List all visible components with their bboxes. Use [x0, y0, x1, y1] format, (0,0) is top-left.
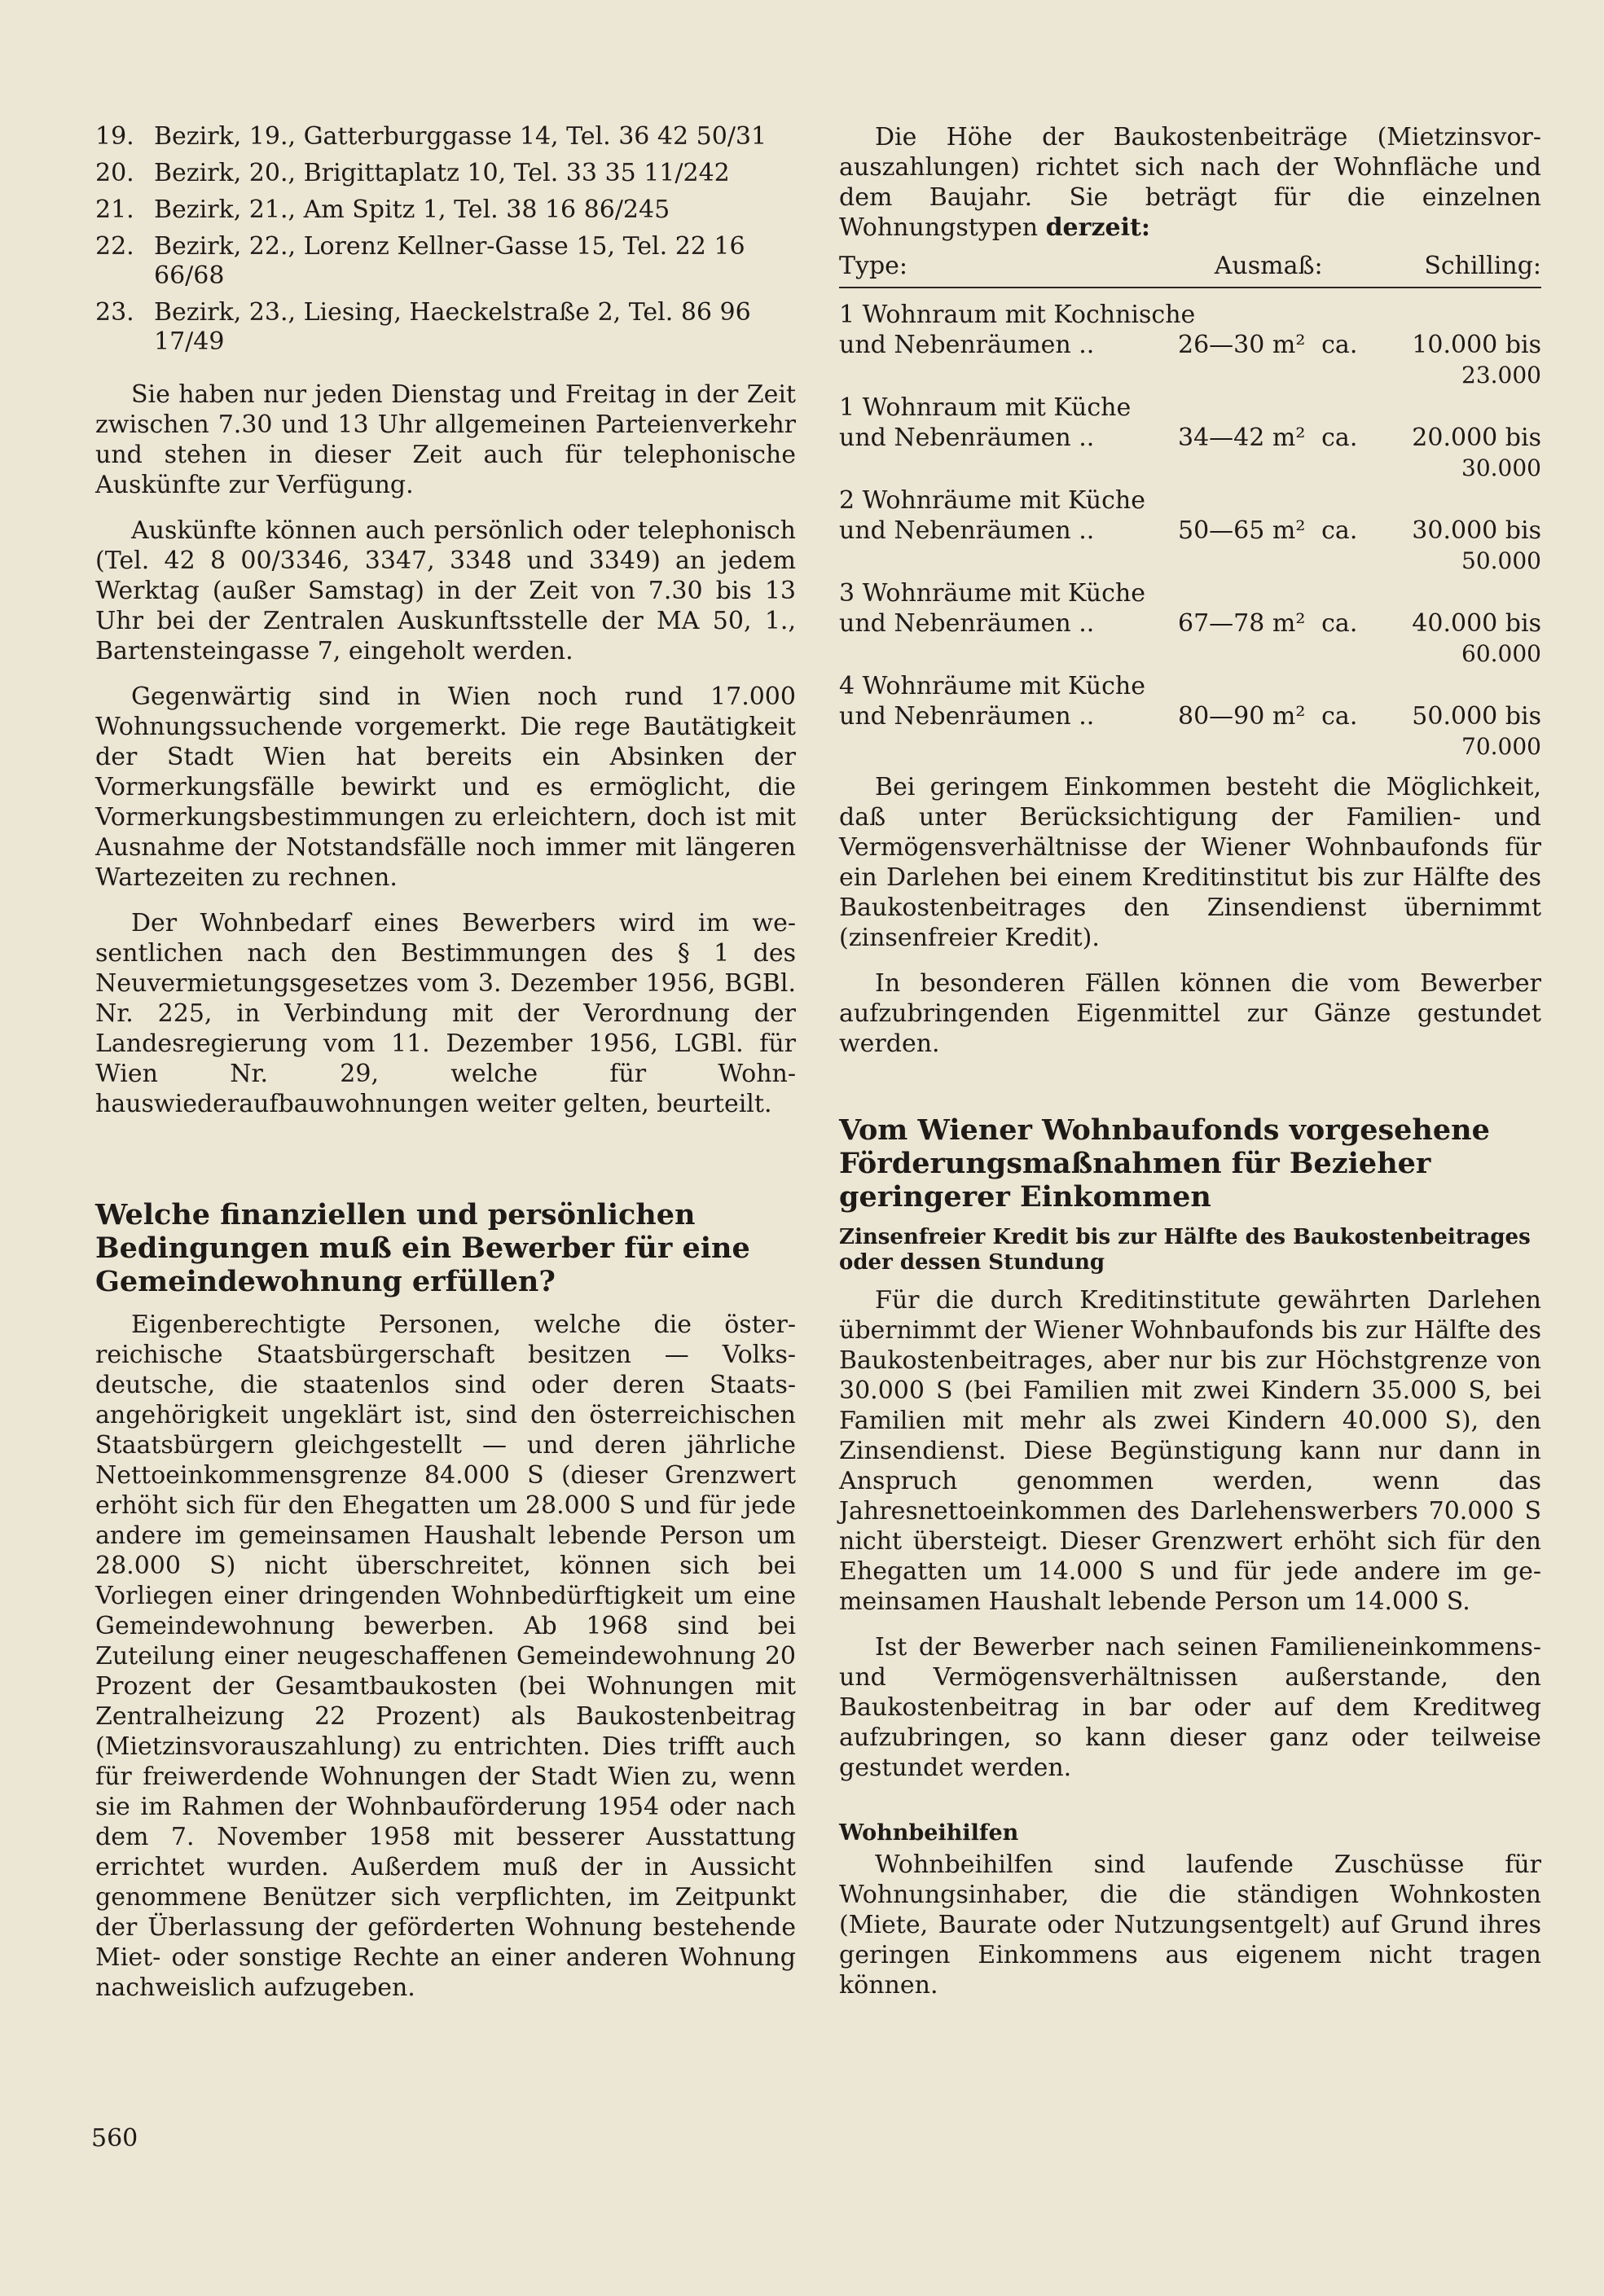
housing-need-paragraph: Der Wohnbedarf eines Bewerbers wird im wesentlichen nach den Bestimmungen des § 1 des Neuvermietungsgesetzes vom 3. Dezember 1956, BGBl. Nr. 225, in Verbindung mit der Verordnung der Landesregierung vom 11. Dezember 1956, LGBl. für Wien Nr. 29, welche für Wohnhauswiederaufbauwohnungen weiter gelten, beurteilt.: [95, 909, 796, 1118]
row-ca: ca.: [1321, 331, 1358, 359]
row-price-to: 60.000: [1461, 640, 1541, 667]
table-row: [839, 453, 1541, 484]
district-office-item: [95, 159, 796, 188]
table-row: [839, 484, 1541, 516]
item-number: 21.: [95, 195, 134, 224]
section-heading: Welche finanziellen und persönlichen Bedingungen muß ein Bewerber für eine Gemeindewohnung erfüllen?: [95, 1198, 750, 1298]
item-text: Bezirk, 22., Lorenz Kellner-Gasse 15, Tel. 22 16 66/68: [154, 232, 745, 290]
row-price-from: 40.000 bis: [1412, 609, 1541, 638]
table-row: [839, 330, 1541, 360]
item-number: 20.: [95, 159, 134, 187]
district-office-item: [95, 232, 796, 291]
row-label: 2 Wohnräume mit Küche: [839, 486, 1145, 515]
column-header-price: Schilling:: [1364, 251, 1541, 288]
row-size: 50—65 m²: [1178, 516, 1306, 545]
table-row: [839, 391, 1541, 423]
row-label-cont: und Nebenräumen ..: [839, 516, 1095, 545]
row-price-to: 50.000: [1461, 547, 1541, 574]
conditions-paragraph: Eigenberechtigte Personen, welche die österreichische Staatsbürgerschaft besitzen — Volksdeutsche, die staatenlos sind oder deren Staatsangehörigkeit ungeklärt ist, sind den österreichischen Staatsbürgern gleichgestellt — und deren jährliche Nettoeinkommensgrenze 84.000 S (dieser Grenzwert erhöht sich für den Ehegatten um 28.000 S und für jede andere im gemeinsamen Haushalt lebende Person um 28.000 S) nicht überschreitet, können sich bei Vorliegen einer dringenden Wohnbedürftigkeit um eine Gemeindewohnung bewerben. Ab 1968 sind bei Zuteilung einer neugeschaffenen Gemeindewohnung 20 Prozent der Gesamtbaukosten (bei Wohnungen mit Zentralheizung 22 Prozent) als Baukostenbeitrag (Mietzinsvorauszahlung) zu entrichten. Dies trifft auch für freiwerdende Wohnungen der Stadt Wien zu, wenn sie im Rahmen der Wohnbauförderung 1954 oder nach dem 7. November 1958 mit besserer Ausstattung errichtet wurden. Außerdem muß der in Aussicht genommene Benützer sich verpflichten, im Zeitpunkt der Überlassung der geförderten Wohnung bestehende Miet- oder sonstige Rechte an einer anderen Wohnung nachweislich aufzugeben.: [95, 1310, 796, 2002]
cost-table: [839, 251, 1541, 762]
item-text: Bezirk, 20., Brigittaplatz 10, Tel. 33 35 11/242: [154, 159, 730, 187]
item-number: 22.: [95, 232, 134, 261]
row-price-to: 70.000: [1461, 733, 1541, 760]
column-header-size: Ausmaß:: [1173, 251, 1364, 288]
row-label-cont: und Nebenräumen ..: [839, 702, 1095, 731]
row-label: 4 Wohnräume mit Küche: [839, 672, 1145, 700]
office-hours-paragraph: Sie haben nur jeden Dienstag und Freitag in der Zeit zwischen 7.30 und 13 Uhr allgemeinen Parteienverkehr und stehen in dieser Zeit auch für telephonische Auskünfte zur Verfügung.: [95, 380, 796, 499]
left-column: [95, 122, 796, 2018]
right-column: [839, 122, 1541, 2016]
row-price-to: 23.000: [1461, 362, 1541, 389]
district-office-item: [95, 122, 796, 151]
row-size: 67—78 m²: [1178, 609, 1306, 638]
special-cases-paragraph: In besonderen Fällen können die vom Bewerber aufzubringenden Eigenmittel zur Gänze gestundet werden.: [839, 969, 1541, 1058]
column-header-type: Type:: [839, 251, 1173, 288]
deferral-paragraph: Ist der Bewerber nach seinen Familieneinkommens- und Vermögensverhältnissen außerstande, den Baukostenbeitrag in bar oder auf dem Kreditweg aufzubringen, so kann dieser ganz oder teilweise gestundet werden.: [839, 1633, 1541, 1782]
information-paragraph: Auskünfte können auch persönlich oder telephonisch (Tel. 42 8 00/3346, 3347, 3348 und 3349) an jedem Werktag (außer Samstag) in der Zeit von 7.30 bis 13 Uhr bei der Zentralen Auskunftsstelle der MA 50, 1., Bartensteingasse 7, eingeholt werden.: [95, 516, 796, 665]
cost-intro-paragraph: [839, 122, 1541, 243]
page-number: 560: [91, 2124, 138, 2153]
row-label-cont: und Nebenräumen ..: [839, 331, 1095, 359]
waiting-list-paragraph: Gegenwärtig sind in Wien noch rund 17.000 Wohnungssuchende vorgemerkt. Die rege Bautätigkeit der Stadt Wien hat bereits ein Absinken der Vormerkungsfälle bewirkt und es ermöglicht, die Vormerkungsbestimmungen zu erleichtern, doch ist mit Ausnahme der Notstandsfälle noch immer mit längeren Wartezeiten zu rechnen.: [95, 683, 796, 892]
section-heading: Vom Wiener Wohnbaufonds vorgesehene Förderungsmaßnahmen für Bezieher geringerer Einkommen: [839, 1113, 1490, 1214]
row-price-from: 30.000 bis: [1412, 516, 1541, 545]
table-row: [839, 731, 1541, 762]
row-label-cont: und Nebenräumen ..: [839, 424, 1095, 452]
row-size: 26—30 m²: [1178, 331, 1306, 359]
table-row: [839, 423, 1541, 453]
district-office-item: [95, 298, 796, 357]
row-ca: ca.: [1321, 702, 1358, 731]
row-price-to: 30.000: [1461, 454, 1541, 481]
intro-bold: derzeit:: [1045, 213, 1150, 242]
item-text: Bezirk, 21., Am Spitz 1, Tel. 38 16 86/245: [154, 195, 670, 224]
district-office-list: [95, 122, 796, 357]
row-label: 1 Wohnraum mit Kochnische: [839, 301, 1196, 329]
row-ca: ca.: [1321, 424, 1358, 452]
row-ca: ca.: [1321, 516, 1358, 545]
row-size: 34—42 m²: [1178, 424, 1306, 452]
table-row: [839, 577, 1541, 608]
subsection-heading: Zinsenfreier Kredit bis zur Hälfte des Baukostenbeitrages oder dessen Stundung: [839, 1225, 1531, 1275]
item-text: Bezirk, 23., Liesing, Haeckelstraße 2, Tel. 86 96 17/49: [154, 298, 751, 356]
table-row: [839, 546, 1541, 577]
row-price-from: 20.000 bis: [1412, 424, 1541, 452]
row-label-cont: und Nebenräumen ..: [839, 609, 1095, 638]
subsection-heading: Wohnbeihilfen: [839, 1820, 1019, 1846]
table-row: [839, 516, 1541, 546]
row-label: 3 Wohnräume mit Küche: [839, 579, 1145, 608]
low-income-paragraph: Bei geringem Einkommen besteht die Möglichkeit, daß unter Berücksichtigung der Familien- und Vermögensverhältnisse der Wiener Wohnbaufonds für ein Darlehen bei einem Kreditinstitut bis zur Hälfte des Baukostenbeitrages den Zinsendienst übernimmt (zinsenfreier Kredit).: [839, 773, 1541, 952]
table-row: [839, 639, 1541, 669]
district-office-item: [95, 195, 796, 225]
row-label: 1 Wohnraum mit Küche: [839, 393, 1132, 422]
table-row: [839, 701, 1541, 731]
row-size: 80—90 m²: [1178, 702, 1306, 731]
interest-free-credit-paragraph: Für die durch Kreditinstitute gewährten Darlehen übernimmt der Wiener Wohnbaufonds bis zur Hälfte des Baukostenbeitrages, aber nur bis zur Höchstgrenze von 30.000 S (bei Familien mit zwei Kindern 35.000 S, bei Familien mit mehr als zwei Kindern 40.000 S), den Zinsendienst. Diese Begünstigung kann nur dann in Anspruch genommen werden, wenn das Jahresnettoeinkommen des Darlehenswerbers 70.000 S nicht übersteigt. Dieser Grenzwert erhöht sich für den Ehegatten um 14.000 S und für jede andere im gemeinsamen Haushalt lebende Person um 14.000 S.: [839, 1286, 1541, 1616]
row-price-from: 50.000 bis: [1412, 702, 1541, 731]
table-row: [839, 360, 1541, 391]
item-number: 23.: [95, 298, 134, 327]
row-price-from: 10.000 bis: [1412, 331, 1541, 359]
table-row: [839, 669, 1541, 701]
table-row: [839, 608, 1541, 639]
intro-text: Die Höhe der Baukostenbeiträge (Mietzinsvorauszahlungen) richtet sich nach der Wohnfläche und dem Baujahr. Sie beträgt für die einzelnen Wohnungstypen: [839, 123, 1541, 242]
row-ca: ca.: [1321, 609, 1358, 638]
housing-allowance-paragraph: Wohnbeihilfen sind laufende Zuschüsse für Wohnungsinhaber, die die ständigen Wohnkosten (Miete, Baurate oder Nutzungsentgelt) auf Grund ihres geringen Einkommens aus eigenem nicht tragen können.: [839, 1850, 1541, 2000]
item-number: 19.: [95, 122, 134, 151]
table-row: [839, 288, 1541, 330]
item-text: Bezirk, 19., Gatterburggasse 14, Tel. 36 42 50/31: [154, 122, 767, 151]
